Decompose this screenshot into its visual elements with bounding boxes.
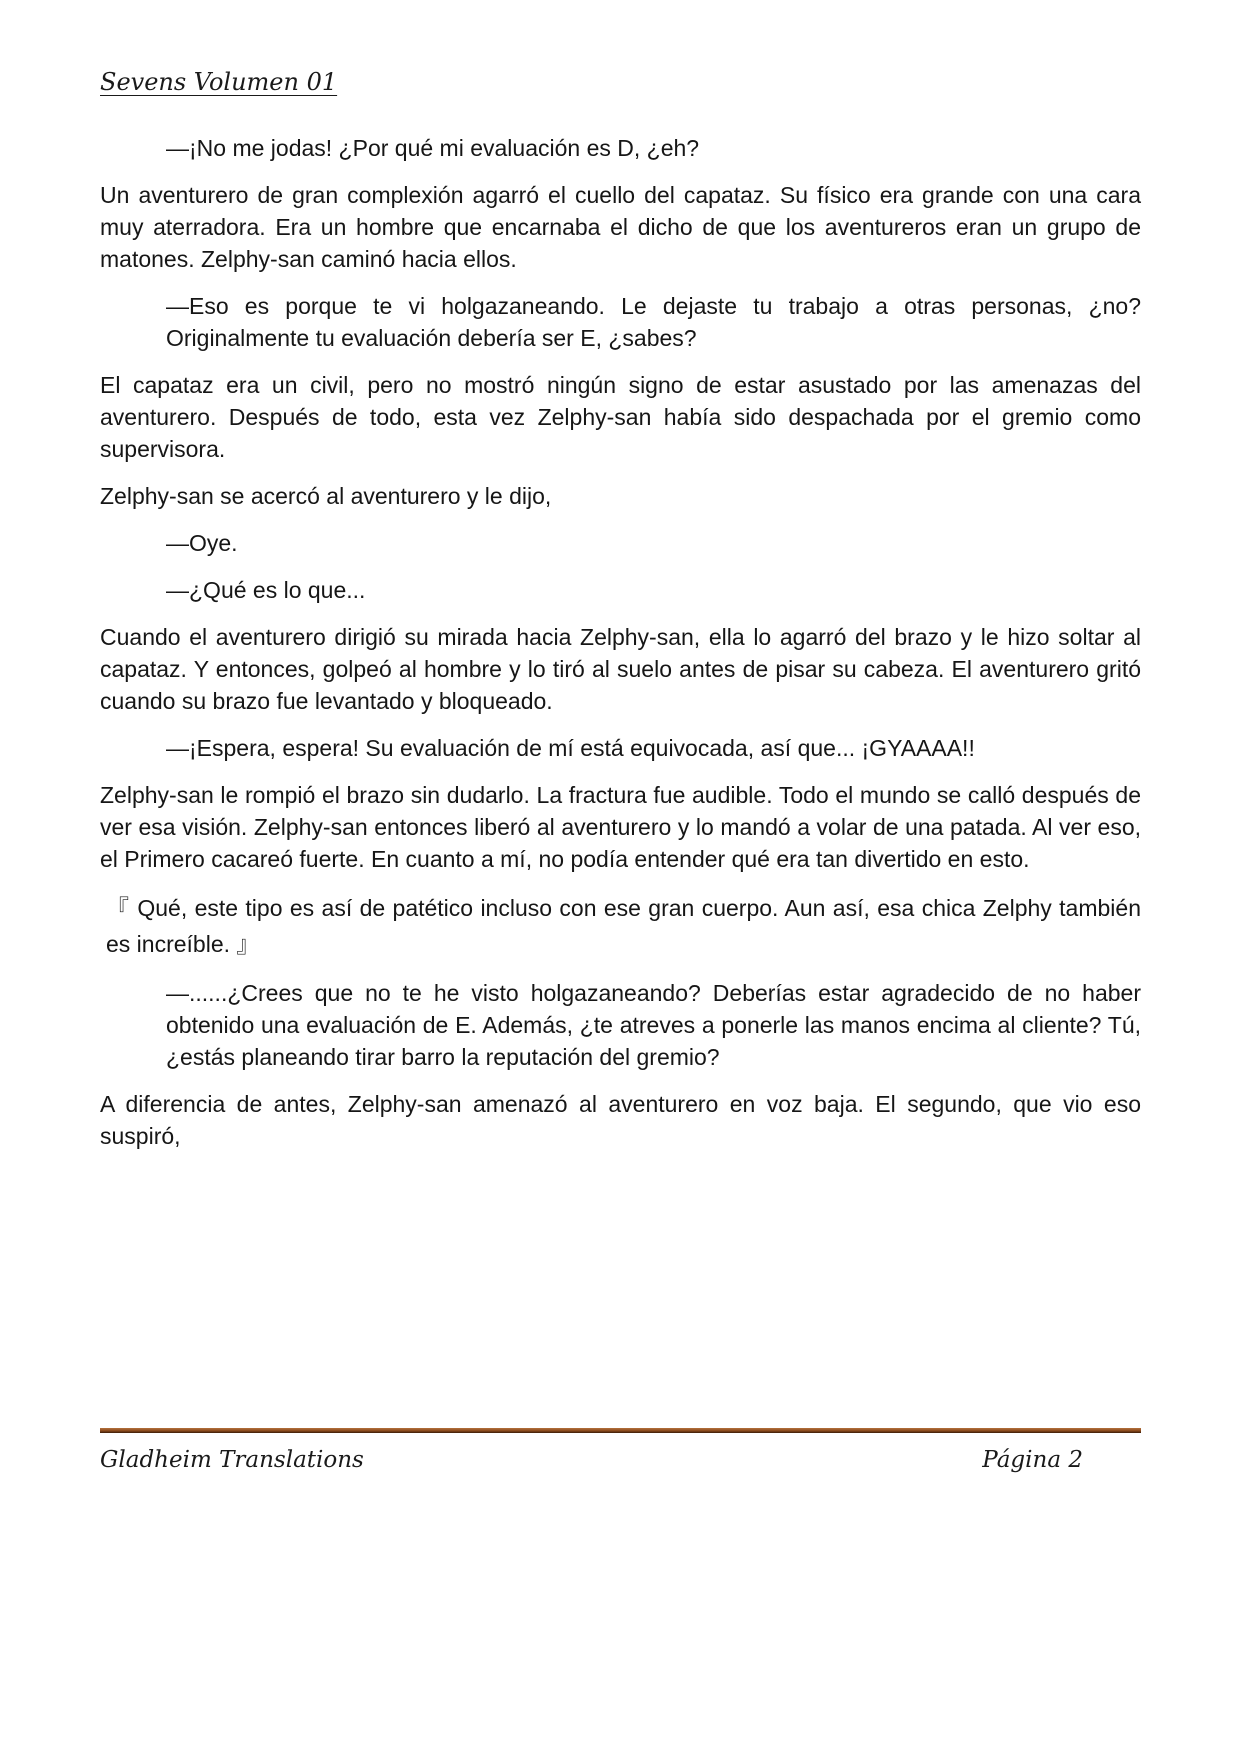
body-paragraph: Zelphy-san se acercó al aventurero y le dijo, bbox=[100, 483, 552, 509]
monologue-paragraph: 『 Qué, este tipo es así de patético incluso con ese gran cuerpo. Aun así, esa chica Zelphy también es increíble. 』 bbox=[106, 895, 1141, 957]
body-paragraph: Cuando el aventurero dirigió su mirada hacia Zelphy-san, ella lo agarró del brazo y le hizo soltar al capataz. Y entonces, golpeó al hombre y lo tiró al suelo antes de pisar su cabeza. El aventurero gritó cuando su brazo fue levantado y bloqueado. bbox=[100, 624, 1141, 714]
document-body bbox=[100, 132, 1141, 1167]
body-paragraph: Un aventurero de gran complexión agarró el cuello del capataz. Su físico era grande con una cara muy aterradora. Era un hombre que encarnaba el dicho de que los aventureros eran un grupo de matones. Zelphy-san caminó hacia ellos. bbox=[100, 182, 1141, 272]
dialogue-paragraph: —¿Qué es lo que... bbox=[166, 577, 366, 603]
header-title: Sevens Volumen 01 bbox=[100, 68, 338, 96]
dialogue-paragraph: —¡No me jodas! ¿Por qué mi evaluación es D, ¿eh? bbox=[166, 135, 700, 161]
dialogue-paragraph: —¡Espera, espera! Su evaluación de mí está equivocada, así que... ¡GYAAAA!! bbox=[166, 735, 975, 761]
footer-translator-credit: Gladheim Translations bbox=[100, 1447, 364, 1473]
footer-rule bbox=[100, 1428, 1141, 1433]
body-paragraph: A diferencia de antes, Zelphy-san amenazó al aventurero en voz baja. El segundo, que vio eso suspiró, bbox=[100, 1091, 1141, 1149]
dialogue-paragraph: —Oye. bbox=[166, 530, 238, 556]
dialogue-paragraph: —Eso es porque te vi holgazaneando. Le dejaste tu trabajo a otras personas, ¿no? Originalmente tu evaluación debería ser E, ¿sabes? bbox=[166, 293, 1141, 351]
dialogue-paragraph: —......¿Crees que no te he visto holgazaneando? Deberías estar agradecido de no haber obtenido una evaluación de E. Además, ¿te atreves a ponerle las manos encima al cliente? Tú, ¿estás planeando tirar barro la reputación del gremio? bbox=[166, 980, 1141, 1070]
body-paragraph: Zelphy-san le rompió el brazo sin dudarlo. La fractura fue audible. Todo el mundo se calló después de ver esa visión. Zelphy-san entonces liberó al aventurero y lo mandó a volar de una patada. Al ver eso, el Primero cacareó fuerte. En cuanto a mí, no podía entender qué era tan divertido en esto. bbox=[100, 782, 1141, 872]
page-header bbox=[100, 68, 1141, 96]
footer-page-number: Página 2 bbox=[982, 1447, 1083, 1473]
page-footer bbox=[100, 1447, 1141, 1473]
body-paragraph: El capataz era un civil, pero no mostró ningún signo de estar asustado por las amenazas del aventurero. Después de todo, esta vez Zelphy-san había sido despachada por el gremio como supervisora. bbox=[100, 372, 1141, 462]
